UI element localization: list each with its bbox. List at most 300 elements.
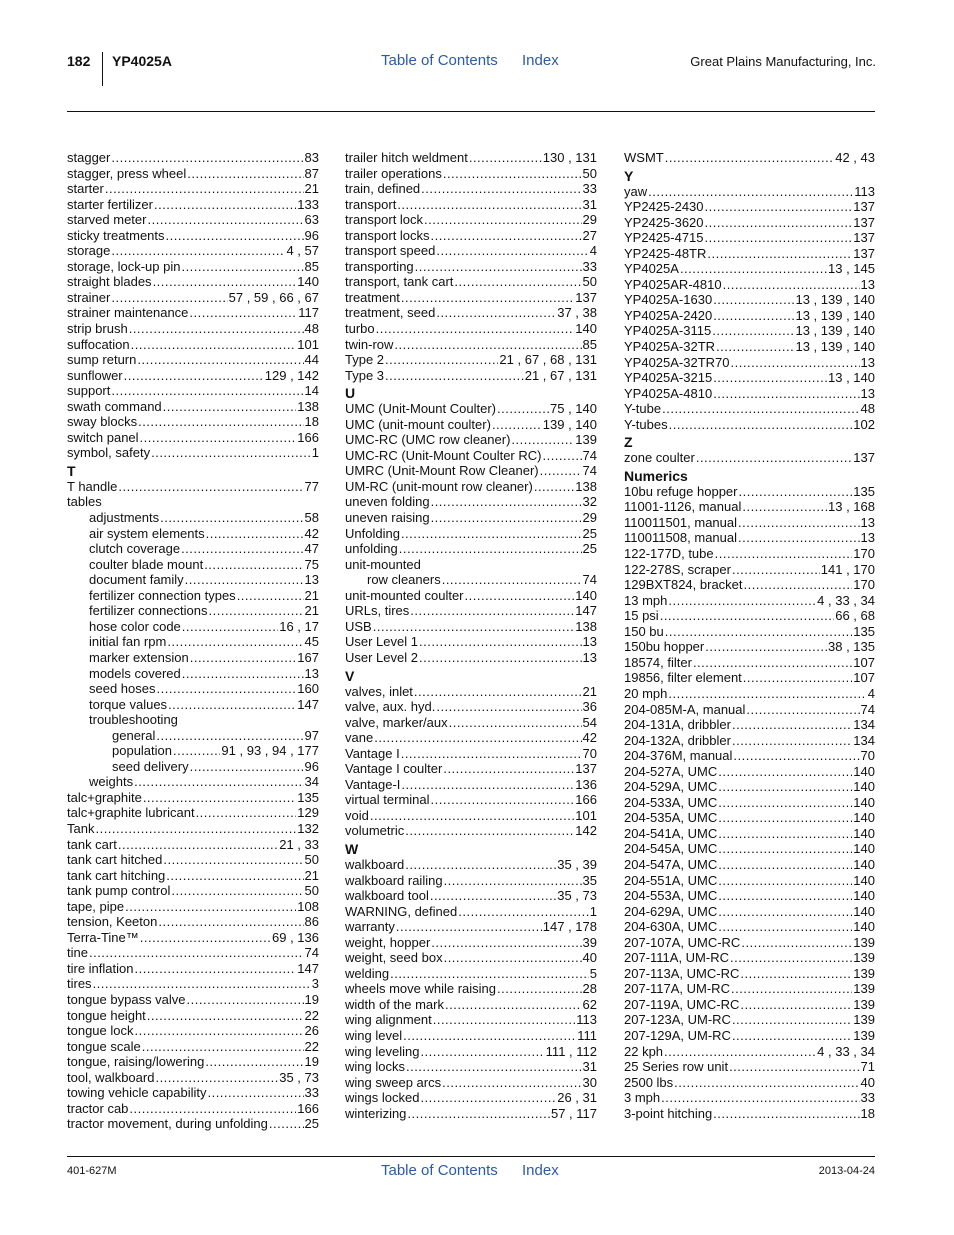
- index-entry[interactable]: [345, 684, 597, 700]
- index-entry[interactable]: [624, 888, 875, 904]
- index-entry[interactable]: [624, 530, 875, 546]
- index-entry[interactable]: [624, 546, 875, 562]
- page-references[interactable]: 21: [304, 867, 319, 883]
- index-entry[interactable]: [345, 919, 597, 935]
- index-entry[interactable]: [67, 414, 319, 430]
- page-references[interactable]: 130 , 131: [542, 150, 597, 165]
- page-references[interactable]: 140: [853, 794, 875, 810]
- page-references[interactable]: 50: [304, 883, 319, 899]
- page-references[interactable]: 4 , 57: [286, 243, 319, 259]
- page-references[interactable]: 101: [297, 336, 319, 352]
- page-references[interactable]: 33: [860, 1090, 875, 1106]
- index-entry[interactable]: [624, 339, 875, 355]
- page-references[interactable]: 166: [297, 429, 319, 445]
- index-entry[interactable]: [624, 857, 875, 873]
- index-entry[interactable]: [67, 619, 319, 635]
- index-entry[interactable]: [67, 197, 319, 213]
- page-references[interactable]: 137: [853, 230, 875, 246]
- footer-index-link[interactable]: Index: [522, 1162, 559, 1179]
- index-entry[interactable]: [345, 479, 597, 495]
- index-entry[interactable]: [67, 541, 319, 557]
- index-entry[interactable]: [345, 337, 597, 353]
- page-references[interactable]: 13 , 139 , 140: [795, 339, 875, 355]
- page-references[interactable]: 42: [582, 730, 597, 746]
- page-references[interactable]: 139: [853, 996, 875, 1012]
- index-entry[interactable]: [67, 697, 319, 713]
- page-references[interactable]: 35 , 73: [279, 1069, 319, 1085]
- page-references[interactable]: 74: [304, 945, 319, 961]
- page-references[interactable]: 69 , 136: [272, 929, 319, 945]
- page-references[interactable]: 147: [297, 960, 319, 976]
- page-references[interactable]: 136: [575, 776, 597, 792]
- index-entry[interactable]: [67, 774, 319, 790]
- page-references[interactable]: 85: [582, 336, 597, 352]
- page-references[interactable]: 13: [860, 514, 875, 530]
- page-references[interactable]: 139: [853, 1012, 875, 1028]
- index-entry[interactable]: [67, 510, 319, 526]
- index-entry[interactable]: [624, 950, 875, 966]
- index-entry[interactable]: [624, 292, 875, 308]
- page-references[interactable]: 4: [867, 685, 875, 701]
- page-references[interactable]: 140: [297, 274, 319, 290]
- page-references[interactable]: 38 , 135: [828, 639, 875, 655]
- page-references[interactable]: 97: [304, 727, 319, 743]
- footer-toc-link[interactable]: Table of Contents: [381, 1162, 498, 1179]
- index-entry[interactable]: [345, 290, 597, 306]
- index-entry[interactable]: [67, 712, 319, 728]
- page-references[interactable]: 139 , 140: [542, 416, 597, 432]
- page-references[interactable]: 66 , 68: [835, 608, 875, 624]
- index-entry[interactable]: [345, 494, 597, 510]
- header-toc-link[interactable]: Table of Contents: [381, 52, 498, 69]
- page-references[interactable]: 108: [297, 898, 319, 914]
- page-references[interactable]: 21 , 67 , 68 , 131: [499, 352, 597, 368]
- page-references[interactable]: 35 , 39: [557, 856, 597, 872]
- index-entry[interactable]: [67, 945, 319, 961]
- page-references[interactable]: 13: [860, 385, 875, 401]
- page-references[interactable]: 19: [304, 991, 319, 1007]
- page-references[interactable]: 4: [589, 243, 597, 259]
- index-entry[interactable]: [345, 777, 597, 793]
- page-references[interactable]: 4 , 33 , 34: [817, 592, 875, 608]
- page-references[interactable]: 137: [853, 245, 875, 261]
- page-references[interactable]: 1: [311, 445, 319, 461]
- page-references[interactable]: 113: [854, 183, 875, 199]
- page-references[interactable]: 25: [304, 1116, 319, 1132]
- index-entry[interactable]: [345, 935, 597, 951]
- index-entry[interactable]: [67, 759, 319, 775]
- index-entry[interactable]: [345, 352, 597, 368]
- page-references[interactable]: 140: [575, 321, 597, 337]
- page-references[interactable]: 166: [297, 1100, 319, 1116]
- page-references[interactable]: 21: [304, 603, 319, 619]
- index-entry[interactable]: [345, 368, 597, 384]
- page-references[interactable]: 21: [582, 683, 597, 699]
- index-entry[interactable]: [345, 746, 597, 762]
- index-entry[interactable]: [345, 526, 597, 542]
- index-entry[interactable]: [345, 448, 597, 464]
- index-entry[interactable]: [67, 728, 319, 744]
- page-references[interactable]: 139: [853, 981, 875, 997]
- index-entry[interactable]: [345, 588, 597, 604]
- index-entry[interactable]: [67, 805, 319, 821]
- index-entry[interactable]: [345, 510, 597, 526]
- index-entry[interactable]: [624, 593, 875, 609]
- page-references[interactable]: 140: [853, 919, 875, 935]
- index-entry[interactable]: [345, 904, 597, 920]
- page-references[interactable]: 54: [582, 714, 597, 730]
- page-references[interactable]: 13: [582, 649, 597, 665]
- page-references[interactable]: 50: [582, 274, 597, 290]
- index-entry[interactable]: [345, 730, 597, 746]
- index-entry[interactable]: [67, 321, 319, 337]
- index-entry[interactable]: [67, 150, 319, 166]
- page-references[interactable]: 13 , 140: [828, 370, 875, 386]
- page-references[interactable]: 139: [853, 1027, 875, 1043]
- index-entry[interactable]: [67, 259, 319, 275]
- index-entry[interactable]: [624, 873, 875, 889]
- index-entry[interactable]: [345, 950, 597, 966]
- page-references[interactable]: 22: [304, 1038, 319, 1054]
- index-entry[interactable]: [345, 997, 597, 1013]
- index-entry[interactable]: [624, 1075, 875, 1091]
- index-entry[interactable]: [67, 976, 319, 992]
- index-entry[interactable]: [624, 764, 875, 780]
- index-entry[interactable]: [67, 243, 319, 259]
- index-entry[interactable]: [624, 386, 875, 402]
- index-entry[interactable]: [67, 557, 319, 573]
- page-references[interactable]: 62: [582, 996, 597, 1012]
- index-entry[interactable]: [67, 445, 319, 461]
- index-entry[interactable]: [345, 1059, 597, 1075]
- page-references[interactable]: 140: [853, 810, 875, 826]
- page-references[interactable]: 137: [853, 450, 875, 466]
- page-references[interactable]: 13 , 139 , 140: [795, 292, 875, 308]
- page-references[interactable]: 13 , 139 , 140: [795, 323, 875, 339]
- page-references[interactable]: 63: [304, 212, 319, 228]
- index-entry[interactable]: [67, 603, 319, 619]
- index-entry[interactable]: [345, 1075, 597, 1091]
- page-references[interactable]: 13 , 168: [828, 499, 875, 515]
- index-entry[interactable]: [67, 305, 319, 321]
- page-references[interactable]: 111 , 112: [545, 1043, 597, 1059]
- page-references[interactable]: 18: [860, 1105, 875, 1121]
- index-entry[interactable]: [67, 572, 319, 588]
- index-entry[interactable]: [624, 577, 875, 593]
- index-entry[interactable]: [624, 1012, 875, 1028]
- page-references[interactable]: 31: [582, 196, 597, 212]
- index-entry[interactable]: [345, 873, 597, 889]
- index-entry[interactable]: [67, 181, 319, 197]
- page-references[interactable]: 129 , 142: [264, 367, 319, 383]
- page-references[interactable]: 34: [304, 774, 319, 790]
- index-entry[interactable]: [624, 450, 875, 466]
- page-references[interactable]: 140: [853, 825, 875, 841]
- page-references[interactable]: 147: [575, 603, 597, 619]
- page-references[interactable]: 33: [304, 1085, 319, 1101]
- index-entry[interactable]: [345, 305, 597, 321]
- index-entry[interactable]: [345, 1106, 597, 1122]
- page-references[interactable]: 134: [853, 732, 875, 748]
- index-entry[interactable]: [345, 650, 597, 666]
- page-references[interactable]: 147 , 178: [542, 919, 597, 935]
- page-references[interactable]: 140: [853, 903, 875, 919]
- index-entry[interactable]: [67, 479, 319, 495]
- index-entry[interactable]: [345, 715, 597, 731]
- page-references[interactable]: 13: [582, 634, 597, 650]
- index-entry[interactable]: [67, 821, 319, 837]
- index-entry[interactable]: [624, 826, 875, 842]
- page-references[interactable]: 134: [853, 717, 875, 733]
- index-entry[interactable]: [67, 1023, 319, 1039]
- index-entry[interactable]: [624, 150, 875, 166]
- index-entry[interactable]: [67, 399, 319, 415]
- index-entry[interactable]: [345, 1028, 597, 1044]
- page-references[interactable]: 75 , 140: [550, 401, 597, 417]
- index-entry[interactable]: [67, 212, 319, 228]
- page-references[interactable]: 45: [304, 634, 319, 650]
- index-entry[interactable]: [67, 430, 319, 446]
- page-references[interactable]: 13 , 139 , 140: [795, 307, 875, 323]
- index-entry[interactable]: [624, 748, 875, 764]
- page-references[interactable]: 170: [853, 577, 875, 593]
- page-references[interactable]: 35: [582, 872, 597, 888]
- index-entry[interactable]: [345, 603, 597, 619]
- index-entry[interactable]: [624, 308, 875, 324]
- page-references[interactable]: 129: [297, 805, 319, 821]
- page-references[interactable]: 36: [582, 699, 597, 715]
- page-references[interactable]: 140: [853, 779, 875, 795]
- index-entry[interactable]: [624, 608, 875, 624]
- index-entry[interactable]: [67, 899, 319, 915]
- index-entry[interactable]: [67, 352, 319, 368]
- page-references[interactable]: 48: [304, 321, 319, 337]
- index-entry[interactable]: [624, 733, 875, 749]
- page-references[interactable]: 167: [297, 649, 319, 665]
- page-references[interactable]: 135: [853, 483, 875, 499]
- index-entry[interactable]: [345, 1090, 597, 1106]
- index-entry[interactable]: [67, 290, 319, 306]
- index-entry[interactable]: [345, 857, 597, 873]
- index-entry[interactable]: [67, 666, 319, 682]
- index-entry[interactable]: [67, 930, 319, 946]
- index-entry[interactable]: [624, 184, 875, 200]
- page-references[interactable]: 57 , 117: [550, 1105, 597, 1121]
- page-references[interactable]: 30: [582, 1074, 597, 1090]
- index-entry[interactable]: [345, 274, 597, 290]
- page-references[interactable]: 91 , 93 , 94 , 177: [221, 743, 319, 759]
- page-references[interactable]: 21: [304, 587, 319, 603]
- page-references[interactable]: 22: [304, 1007, 319, 1023]
- page-references[interactable]: 40: [860, 1074, 875, 1090]
- page-references[interactable]: 25: [582, 525, 597, 541]
- index-entry[interactable]: [624, 417, 875, 433]
- index-entry[interactable]: [624, 484, 875, 500]
- page-references[interactable]: 96: [304, 758, 319, 774]
- page-references[interactable]: 135: [297, 789, 319, 805]
- page-references[interactable]: 102: [853, 416, 875, 432]
- index-entry[interactable]: [67, 1101, 319, 1117]
- page-references[interactable]: 111: [577, 1027, 597, 1043]
- page-references[interactable]: 139: [575, 432, 597, 448]
- index-entry[interactable]: [345, 321, 597, 337]
- index-entry[interactable]: [67, 526, 319, 542]
- index-entry[interactable]: [624, 686, 875, 702]
- index-entry[interactable]: [67, 961, 319, 977]
- index-entry[interactable]: [624, 499, 875, 515]
- index-entry[interactable]: [345, 166, 597, 182]
- page-references[interactable]: 70: [582, 745, 597, 761]
- page-references[interactable]: 3: [311, 976, 319, 992]
- page-references[interactable]: 70: [860, 748, 875, 764]
- page-references[interactable]: 139: [853, 934, 875, 950]
- index-entry[interactable]: [67, 743, 319, 759]
- page-references[interactable]: 13: [860, 276, 875, 292]
- page-references[interactable]: 140: [853, 841, 875, 857]
- page-references[interactable]: 138: [575, 618, 597, 634]
- page-references[interactable]: 26 , 31: [557, 1090, 597, 1106]
- index-entry[interactable]: [624, 355, 875, 371]
- index-entry[interactable]: [345, 1044, 597, 1060]
- index-entry[interactable]: [624, 199, 875, 215]
- page-references[interactable]: 107: [853, 654, 875, 670]
- index-entry[interactable]: [345, 432, 597, 448]
- index-entry[interactable]: [345, 981, 597, 997]
- index-entry[interactable]: [624, 841, 875, 857]
- index-entry[interactable]: [67, 274, 319, 290]
- index-entry[interactable]: [67, 1085, 319, 1101]
- header-index-link[interactable]: Index: [522, 52, 559, 69]
- page-references[interactable]: 47: [304, 541, 319, 557]
- page-references[interactable]: 13: [860, 354, 875, 370]
- index-entry[interactable]: [624, 1090, 875, 1106]
- page-references[interactable]: 86: [304, 914, 319, 930]
- page-references[interactable]: 83: [304, 150, 319, 165]
- page-references[interactable]: 21 , 67 , 131: [524, 367, 597, 383]
- page-references[interactable]: 138: [575, 478, 597, 494]
- index-entry[interactable]: [345, 541, 597, 557]
- index-entry[interactable]: [624, 935, 875, 951]
- page-references[interactable]: 117: [298, 305, 319, 321]
- page-references[interactable]: 140: [853, 763, 875, 779]
- index-entry[interactable]: [345, 417, 597, 433]
- index-entry[interactable]: [345, 699, 597, 715]
- index-entry[interactable]: [67, 1039, 319, 1055]
- page-references[interactable]: 137: [853, 214, 875, 230]
- page-references[interactable]: 27: [582, 227, 597, 243]
- index-entry[interactable]: [345, 619, 597, 635]
- index-entry[interactable]: [624, 702, 875, 718]
- page-references[interactable]: 21 , 33: [279, 836, 319, 852]
- page-references[interactable]: 74: [582, 463, 597, 479]
- page-references[interactable]: 14: [304, 383, 319, 399]
- page-references[interactable]: 13: [860, 530, 875, 546]
- page-references[interactable]: 13 , 145: [828, 261, 875, 277]
- page-references[interactable]: 13: [304, 572, 319, 588]
- index-entry[interactable]: [345, 888, 597, 904]
- index-entry[interactable]: [67, 852, 319, 868]
- index-entry[interactable]: [624, 515, 875, 531]
- page-references[interactable]: 140: [853, 872, 875, 888]
- index-entry[interactable]: [624, 655, 875, 671]
- index-entry[interactable]: [624, 370, 875, 386]
- index-entry[interactable]: [67, 837, 319, 853]
- page-references[interactable]: 50: [582, 165, 597, 181]
- page-references[interactable]: 57 , 59 , 66 , 67: [228, 289, 319, 305]
- page-references[interactable]: 107: [853, 670, 875, 686]
- page-references[interactable]: 139: [853, 965, 875, 981]
- index-entry[interactable]: [67, 337, 319, 353]
- index-entry[interactable]: [624, 639, 875, 655]
- page-references[interactable]: 140: [853, 856, 875, 872]
- index-entry[interactable]: [345, 243, 597, 259]
- page-references[interactable]: 44: [304, 352, 319, 368]
- index-entry[interactable]: [345, 228, 597, 244]
- page-references[interactable]: 42 , 43: [835, 150, 875, 165]
- page-references[interactable]: 160: [297, 681, 319, 697]
- index-entry[interactable]: [624, 1106, 875, 1122]
- index-entry[interactable]: [624, 1059, 875, 1075]
- page-references[interactable]: 170: [853, 546, 875, 562]
- index-entry[interactable]: [67, 1008, 319, 1024]
- index-entry[interactable]: [624, 401, 875, 417]
- page-references[interactable]: 113: [576, 1012, 597, 1028]
- index-entry[interactable]: [624, 795, 875, 811]
- page-references[interactable]: 75: [304, 556, 319, 572]
- page-references[interactable]: 1: [589, 903, 597, 919]
- index-entry[interactable]: [345, 634, 597, 650]
- page-references[interactable]: 25: [582, 541, 597, 557]
- page-references[interactable]: 141 , 170: [820, 561, 875, 577]
- index-entry[interactable]: [345, 212, 597, 228]
- page-references[interactable]: 48: [860, 401, 875, 417]
- page-references[interactable]: 142: [575, 823, 597, 839]
- page-references[interactable]: 74: [860, 701, 875, 717]
- page-references[interactable]: 137: [575, 761, 597, 777]
- index-entry[interactable]: [345, 259, 597, 275]
- index-entry[interactable]: [67, 868, 319, 884]
- index-entry[interactable]: [624, 230, 875, 246]
- index-entry[interactable]: [345, 557, 597, 573]
- index-entry[interactable]: [67, 914, 319, 930]
- index-entry[interactable]: [624, 1028, 875, 1044]
- page-references[interactable]: 166: [575, 792, 597, 808]
- index-entry[interactable]: [345, 150, 597, 166]
- index-entry[interactable]: [67, 650, 319, 666]
- index-entry[interactable]: [67, 588, 319, 604]
- index-entry[interactable]: [67, 1116, 319, 1132]
- page-references[interactable]: 40: [582, 950, 597, 966]
- index-entry[interactable]: [67, 634, 319, 650]
- page-references[interactable]: 29: [582, 212, 597, 228]
- index-entry[interactable]: [67, 494, 319, 510]
- index-entry[interactable]: [67, 883, 319, 899]
- page-references[interactable]: 29: [582, 510, 597, 526]
- page-references[interactable]: 16 , 17: [279, 618, 319, 634]
- page-references[interactable]: 74: [582, 447, 597, 463]
- index-entry[interactable]: [624, 277, 875, 293]
- index-entry[interactable]: [624, 997, 875, 1013]
- index-entry[interactable]: [624, 717, 875, 733]
- index-entry[interactable]: [624, 810, 875, 826]
- page-references[interactable]: 5: [589, 965, 597, 981]
- page-references[interactable]: 139: [853, 950, 875, 966]
- index-entry[interactable]: [624, 966, 875, 982]
- page-references[interactable]: 26: [304, 1023, 319, 1039]
- page-references[interactable]: 18: [304, 414, 319, 430]
- index-entry[interactable]: [67, 383, 319, 399]
- index-entry[interactable]: [624, 246, 875, 262]
